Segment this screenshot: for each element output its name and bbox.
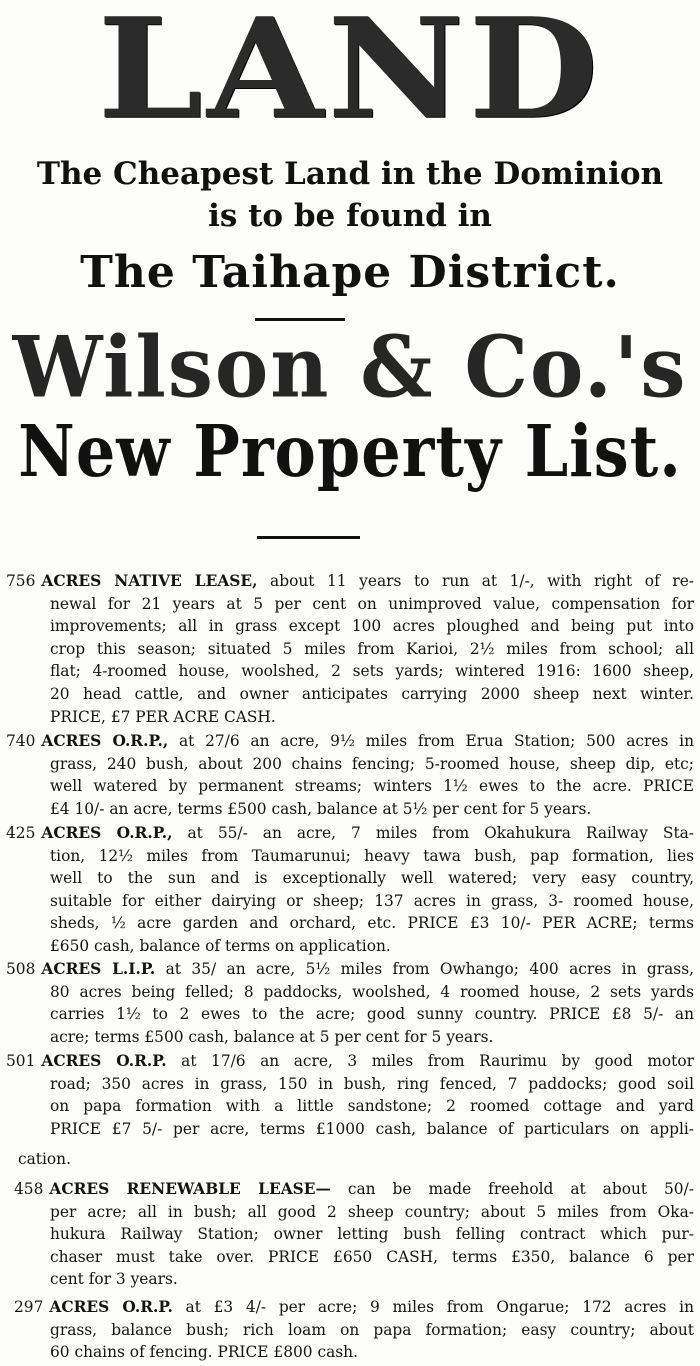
listing-line: £650 cash, balance of terms on application. bbox=[50, 936, 391, 955]
listing-line: hukura Railway Station; owner letting bush felling contract which pur- bbox=[50, 1225, 694, 1244]
listing-acres: 297 bbox=[14, 1298, 44, 1316]
listing-acres: 756 bbox=[6, 572, 36, 590]
listing-line: on papa formation with a little sandstone; 2 roomed cottage and yard bbox=[50, 1097, 694, 1116]
listing-line: grass, balance bush; rich loam on papa formation; easy country; about bbox=[50, 1320, 694, 1339]
listing-line: at 27/6 an acre, 9½ miles from Erua Station; 500 acres in bbox=[178, 732, 694, 750]
listing-heading: ACRES O.R.P., bbox=[41, 824, 173, 842]
listing-acres: 501 bbox=[6, 1052, 36, 1070]
listing-heading: ACRES L.I.P. bbox=[41, 960, 156, 978]
listing-line: well watered by permanent streams; winters 1½ ewes to the acre. PRICE bbox=[50, 777, 694, 796]
listing-acres: 425 bbox=[6, 824, 36, 842]
property-listing bbox=[0, 570, 694, 728]
listing-line: improvements; all in grass except 100 acres ploughed and being put into bbox=[50, 617, 694, 636]
subtitle-line-2: is to be found in bbox=[208, 198, 492, 234]
listing-line: at 35/ an acre, 5½ miles from Owhango; 400 acres in grass, bbox=[165, 960, 694, 978]
property-listing bbox=[0, 730, 694, 820]
listing-line: at 17/6 an acre, 3 miles from Raurimu by good motor bbox=[181, 1052, 694, 1070]
listing-line: newal for 21 years at 5 per cent on unimproved value, compensation for bbox=[50, 594, 694, 613]
listing-line: PRICE £7 5/- per acre, terms £1000 cash, balance of particulars on appli- bbox=[50, 1119, 694, 1138]
listing-line: PRICE, £7 PER ACRE CASH. bbox=[50, 707, 276, 726]
listing-heading: ACRES O.R.P., bbox=[41, 732, 169, 750]
listing-line: can be made freehold at about 50/- bbox=[347, 1180, 694, 1198]
list-title: New Property List. bbox=[18, 409, 682, 494]
listing-line: cation. bbox=[18, 1150, 71, 1169]
listing-line: grass, 240 bush, about 200 chains fencing; 5-roomed house, sheep dip, etc; bbox=[50, 754, 694, 773]
listing-line: road; 350 acres in grass, 150 in bush, ring fenced, 7 paddocks; good soil bbox=[50, 1074, 694, 1093]
listing-line: cent for 3 years. bbox=[50, 1270, 178, 1289]
listing-line: suitable for either dairying or sheep; 137 acres in grass, 3- roomed house, bbox=[50, 891, 694, 910]
property-listing bbox=[0, 822, 694, 958]
listing-heading: ACRES O.R.P. bbox=[41, 1052, 167, 1070]
listing-line: crop this season; situated 5 miles from Karioi, 2½ miles from school; all bbox=[50, 639, 694, 658]
listing-line: chaser must take over. PRICE £650 CASH, terms £350, balance 6 per bbox=[50, 1247, 694, 1266]
district-heading: The Taihape District. bbox=[80, 247, 620, 298]
property-listing bbox=[0, 958, 694, 1048]
listing-line: 80 acres being felled; 8 paddocks, woolshed, 4 roomed house, 2 sets yards bbox=[50, 982, 694, 1001]
listing-line: tion, 12½ miles from Taumarunui; heavy tawa bush, pap formation, lies bbox=[50, 846, 694, 865]
listing-line: well to the sun and is exceptionally well watered; very easy country, bbox=[50, 869, 694, 888]
listing-line: 20 head cattle, and owner anticipates carrying 2000 sheep next winter. bbox=[50, 684, 694, 703]
listing-line: sheds, ½ acre garden and orchard, etc. PRICE £3 10/- PER ACRE; terms bbox=[50, 914, 694, 933]
listing-line: about 11 years to run at 1/-, with right of re- bbox=[270, 572, 694, 590]
listing-acres: 740 bbox=[6, 732, 36, 750]
divider-rule bbox=[257, 536, 360, 539]
listing-line: acre; terms £500 cash, balance at 5 per cent for 5 years. bbox=[50, 1027, 494, 1046]
listing-acres: 458 bbox=[14, 1180, 44, 1198]
listing-line: per acre; all in bush; all good 2 sheep country; about 5 miles from Oka- bbox=[50, 1202, 694, 1221]
listing-acres: 508 bbox=[6, 960, 36, 978]
listing-line: carries 1½ to 2 ewes to the acre; good sunny country. PRICE £8 5/- an bbox=[50, 1005, 694, 1024]
firm-name: Wilson & Co.'s bbox=[12, 317, 688, 417]
listing-line: at 55/- an acre, 7 miles from Okahukura Railway Sta- bbox=[187, 824, 694, 842]
property-listing bbox=[0, 1050, 694, 1171]
subtitle-line-1: The Cheapest Land in the Dominion bbox=[36, 156, 664, 192]
listing-line: at £3 4/- per acre; 9 miles from Ongarue; 172 acres in bbox=[185, 1298, 694, 1316]
property-listing bbox=[0, 1178, 694, 1291]
listing-heading: ACRES RENEWABLE LEASE— bbox=[49, 1180, 331, 1198]
listing-line: flat; 4-roomed house, woolshed, 2 sets yards; wintered 1916: 1600 sheep, bbox=[50, 662, 694, 681]
listing-line: 60 chains of fencing. PRICE £800 cash. bbox=[50, 1343, 358, 1362]
property-listing bbox=[0, 1296, 694, 1364]
headline-land: LAND bbox=[97, 0, 603, 150]
listing-line: £4 10/- an acre, terms £500 cash, balance at 5½ per cent for 5 years. bbox=[50, 799, 592, 818]
listing-heading: ACRES O.R.P. bbox=[49, 1298, 173, 1316]
listing-heading: ACRES NATIVE LEASE, bbox=[41, 572, 258, 590]
